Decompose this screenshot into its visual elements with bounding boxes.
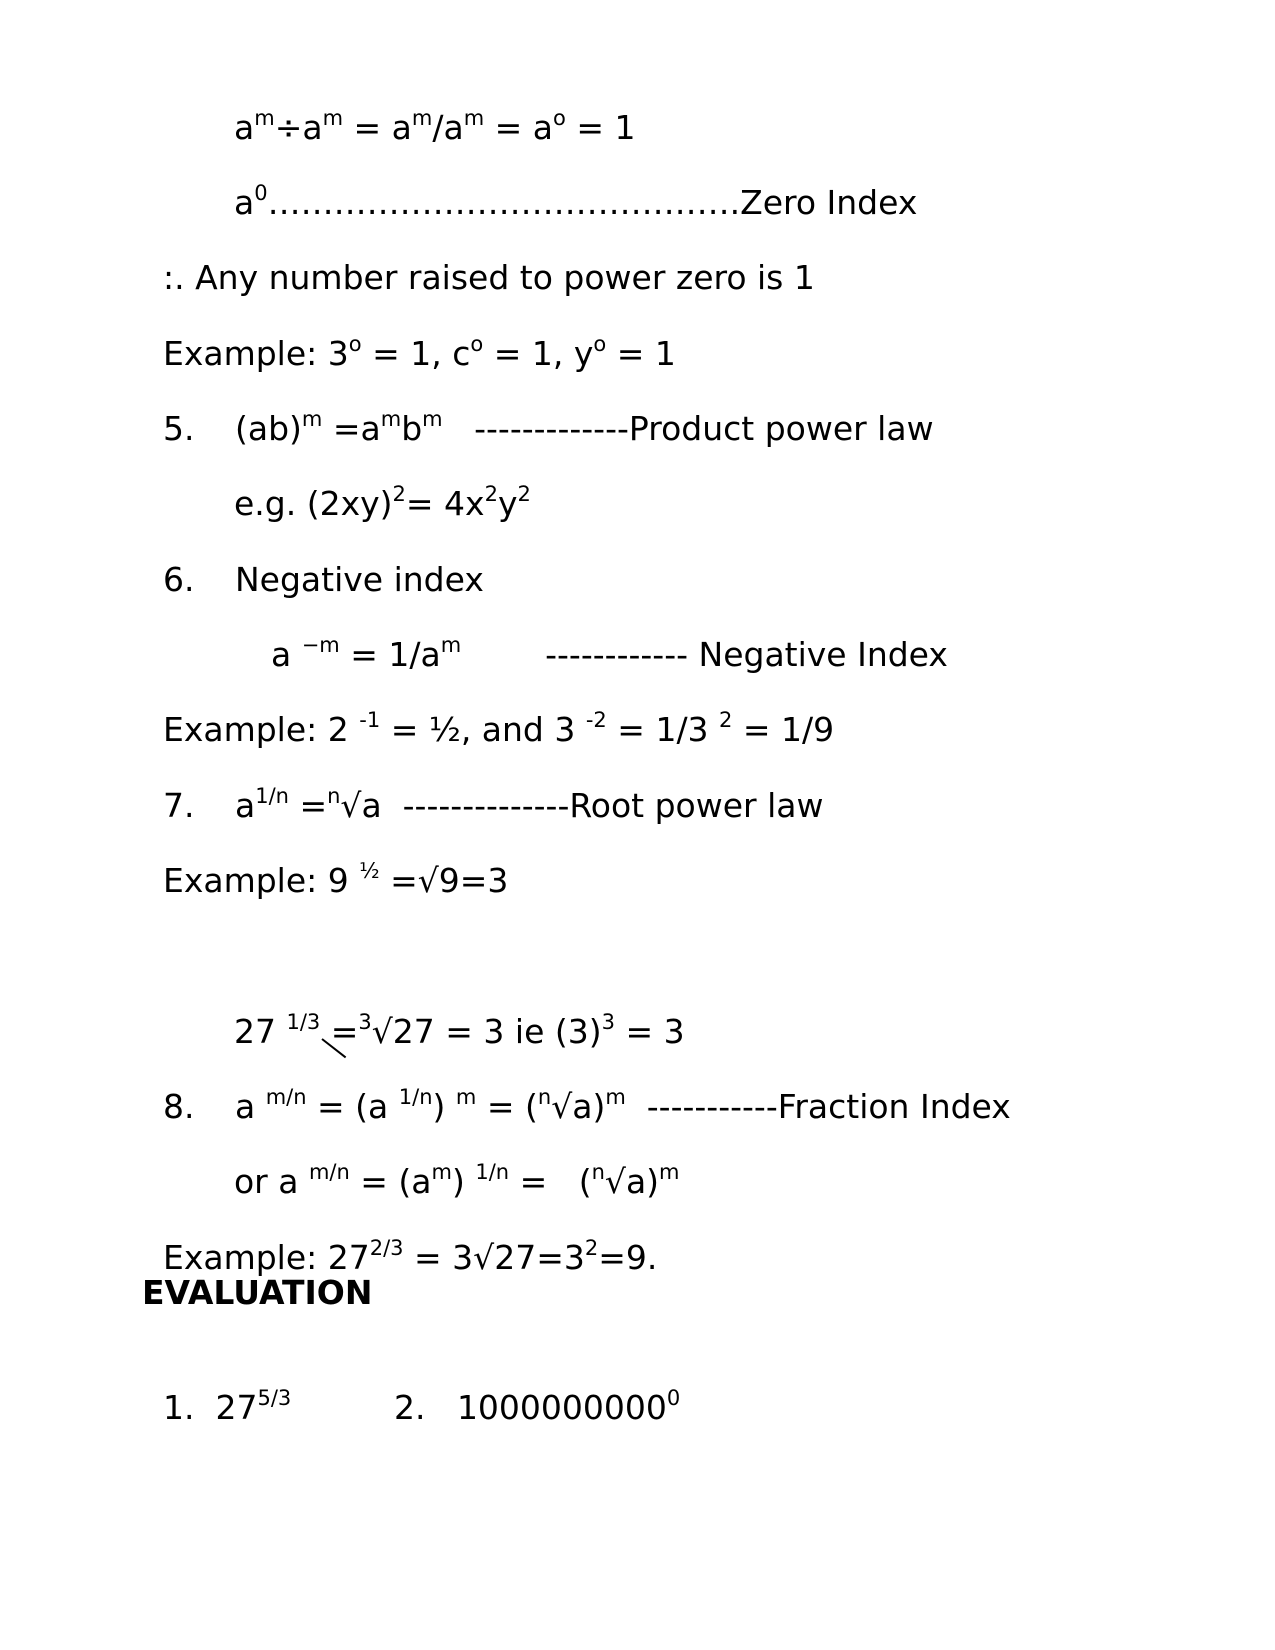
negative-index-heading: 6. Negative index: [162, 560, 484, 599]
item-number: 8.: [162, 1087, 195, 1126]
zero-index-statement: :. Any number raised to power zero is 1: [162, 258, 815, 297]
struck-equals: =: [320, 1012, 358, 1052]
zero-index-example: Example: $3^o = 1$, $c^o = 1$, $y^o = 1$: [162, 332, 676, 373]
fraction-index-example: Example: $27^{2/3} = 3√27=3^2=9$.: [162, 1236, 658, 1277]
evaluation-question-1: 1. $27^{5/3}$: [162, 1386, 292, 1427]
cube-root-example: 27 $^{1/3}$ = $^3$√27 = 3 ie $(3)^3 = 3$: [213, 972, 685, 1052]
fraction-index-rule: 8. a $^{m/n}$ = (a $^{1/n}$) $^m = (^n√a)^m$ -----------Fraction Index: [162, 1085, 1011, 1126]
item-number: 5.: [162, 409, 195, 448]
zero-index-rule: $a^0\dots\dots\dots\dots\dots\dots\dots\dots\dots\dots\dots\dots\dots\dots.Zero$ Index: [233, 181, 918, 222]
item-number: 6.: [162, 560, 195, 599]
product-power-example: e.g. $(2xy)^2= 4x^2y^2$: [233, 482, 531, 523]
evaluation-question-2: 2. 1000000000$^0$: [393, 1386, 681, 1427]
item-number: 7.: [162, 786, 195, 825]
fraction-index-alternative: or a $^{m/n} = (a^m) ^{1/n} = (^n√a)^m$: [233, 1160, 680, 1201]
root-power-law: 7. $a^{1/n} =^n√a$ --------------Root power law: [162, 784, 824, 825]
evaluation-heading: EVALUATION: [142, 1273, 373, 1312]
root-power-example: Example: 9 $^{\frac{1}{2}}$ =√9=3: [162, 859, 509, 900]
formula-equal-powers-division: $a^m\div a^m = a^m/a^m = a^o = 1$: [233, 106, 636, 147]
product-power-law: 5. $(ab)^m =a^mb^m$ -------------Product power law: [162, 407, 934, 448]
negative-index-example: Example: 2 $^{-1}$ = ½, and 3 $^{-2}$ = 1/3 $^2$ = 1/9: [162, 708, 835, 749]
negative-index-rule: a $^{-m} = 1/a^m$ ------------ Negative Index: [270, 633, 948, 674]
